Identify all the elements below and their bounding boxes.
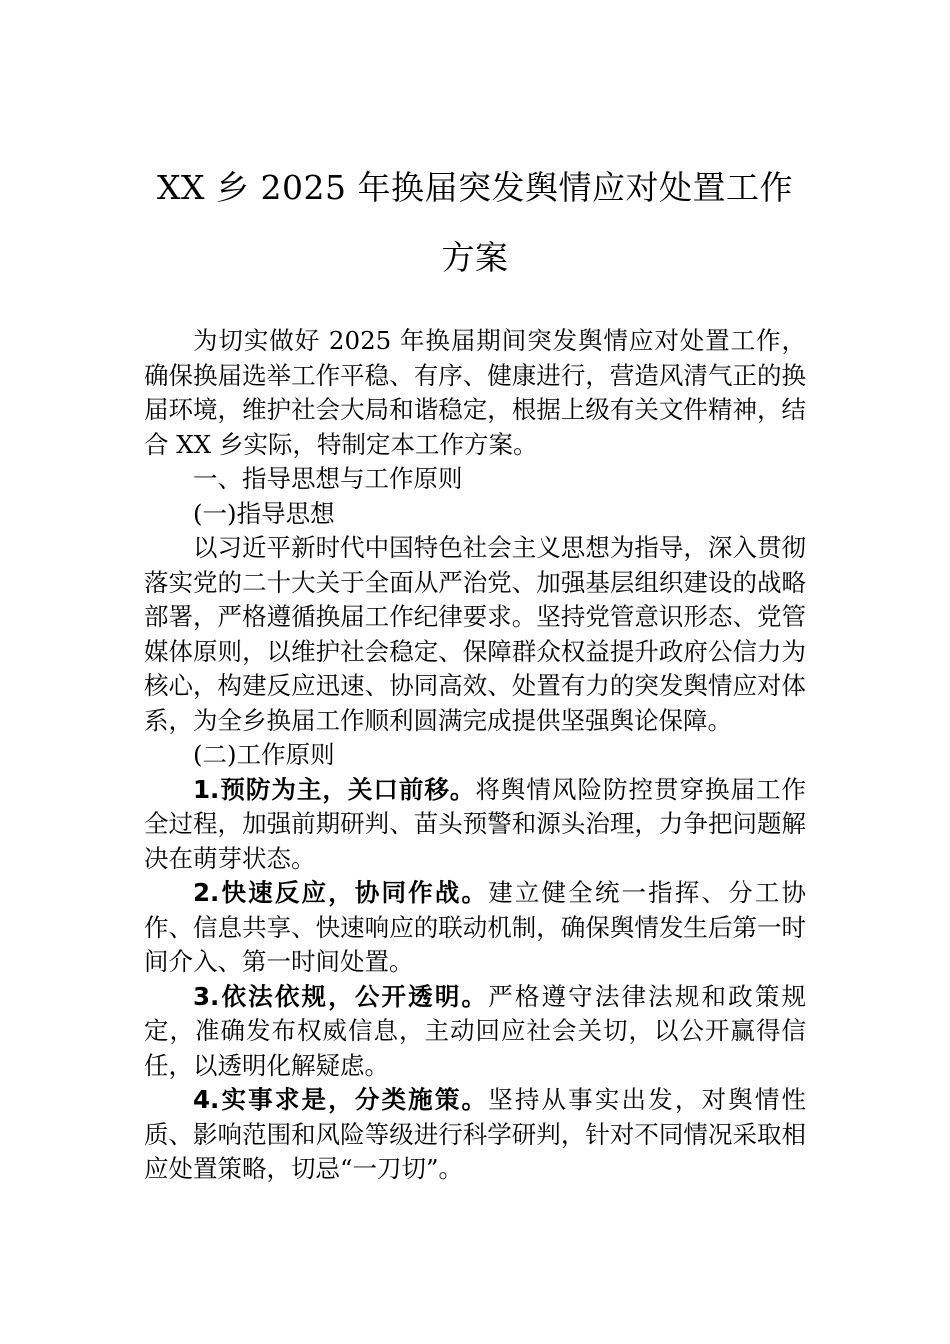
principle-lead-2: 2.快速反应，协同作战。 bbox=[193, 878, 489, 907]
principle-lead-3: 3.依法依规，公开透明。 bbox=[193, 981, 489, 1011]
document-title-line2: 方案 bbox=[441, 238, 509, 277]
principle-lead-1: 1.预防为主，关口前移。 bbox=[193, 774, 476, 804]
guiding-ideology-paragraph: 以习近平新时代中国特色社会主义思想为指导，深入贯彻落实党的二十大关于全面从严治党、加强基层组织建设的战略部署，严格遵循换届工作纪律要求。坚持党管意识形态、党管媒体原则，以维护社会稳定、保障群众权益提升政府公信力为核心，构建反应迅速、协同高效、处置有力的突发舆情应对体系，为全乡换届工作顺利圆满完成提供坚强舆论保障。 bbox=[144, 533, 806, 735]
principle-paragraph-2 bbox=[144, 876, 806, 980]
principle-text-3: 严格遵守法律法规和政策规定，准确发布权威信息，主动回应社会关切，以公开赢得信任，以透明化解疑虑。 bbox=[144, 981, 807, 1080]
document-body bbox=[144, 324, 806, 1187]
principle-paragraph-1 bbox=[144, 773, 806, 877]
document-title-line1: XX 乡 2025 年换届突发舆情应对处置工作 bbox=[157, 168, 793, 207]
principle-text-2: 建立健全统一指挥、分工协作、信息共享、快速响应的联动机制，确保舆情发生后第一时间介入、第一时间处置。 bbox=[144, 878, 807, 976]
section-heading-1: 一、指导思想与工作原则 bbox=[193, 464, 463, 493]
subsection-heading-work-principles: (二)工作原则 bbox=[193, 740, 335, 769]
principle-text-4: 坚持从事实出发，对舆情性质、影响范围和风险等级进行科学研判，针对不同情况采取相应处置策略，切忌“一刀切”。 bbox=[144, 1085, 807, 1183]
principle-paragraph-4 bbox=[144, 1083, 806, 1187]
principle-paragraph-3 bbox=[144, 980, 806, 1084]
principle-lead-4: 4.实事求是，分类施策。 bbox=[193, 1085, 489, 1114]
principle-text-1: 将舆情风险防控贯穿换届工作全过程，加强前期研判、苗头预警和源头治理，力争把问题解决在萌芽状态。 bbox=[144, 774, 806, 873]
intro-paragraph: 为切实做好 2025 年换届期间突发舆情应对处置工作，确保换届选举工作平稳、有序、健康进行，营造风清气正的换届环境，维护社会大局和谐稳定，根据上级有关文件精神，结合 XX 乡实际，特制定本工作方案。 bbox=[144, 326, 806, 459]
subsection-heading-guiding-ideology: (一)指导思想 bbox=[193, 498, 335, 528]
